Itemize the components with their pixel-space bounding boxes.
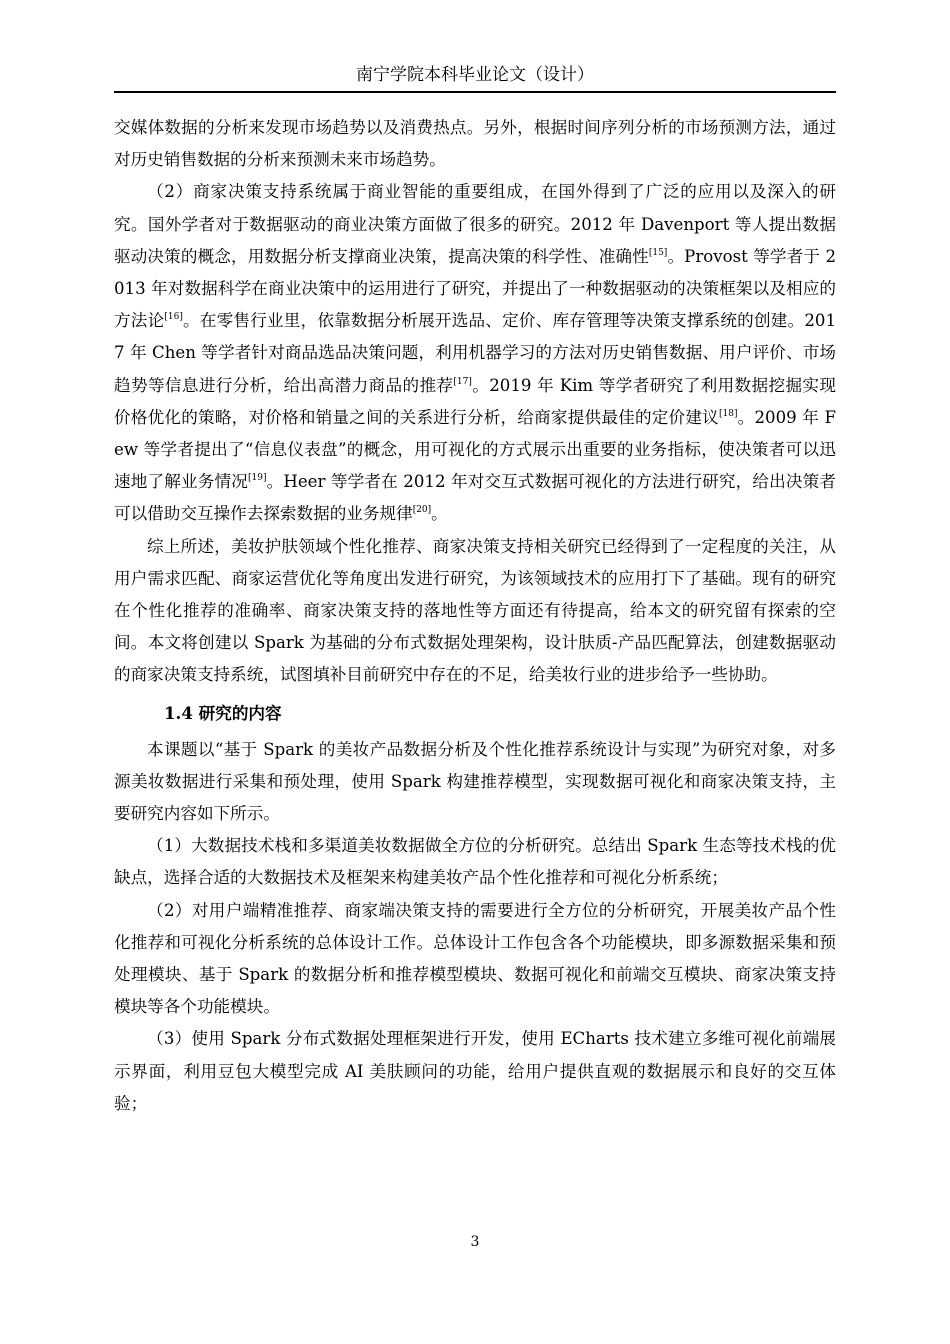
paragraph-4: 本课题以“基于 Spark 的美妆产品数据分析及个性化推荐系统设计与实现”为研究对象，对多源美妆数据进行采集和预处理，使用 Spark 构建推荐模型，实现数据可视化和商家决策支持，主要研究内容如下所示。 — [114, 739, 836, 824]
paragraph-5: （1）大数据技术栈和多渠道美妆数据做全方位的分析研究。总结出 Spark 生态等技术栈的优缺点，选择合适的大数据技术及框架来构建美妆产品个性化推荐和可视化分析系统； — [114, 836, 836, 888]
paragraph-3: 综上所述，美妆护肤领域个性化推荐、商家决策支持相关研究已经得到了一定程度的关注，从用户需求匹配、商家运营优化等角度出发进行研究，为该领域技术的应用打下了基础。现有的研究在个性化推荐的准确率、商家决策支持的落地性等方面还有待提高，给本文的研究留有探索的空间。本文将创建以 Spark 为基础的分布式数据处理架构，设计肤质-产品匹配算法，创建数据驱动的商家决策支持系统，试图填补目前研究中存在的不足，给美妆行业的进步给予一些协助。 — [114, 536, 836, 685]
paragraph-2-text: 。2009 年 Few 等学者提出了“信息仪表盘”的概念，用可视化的方式展示出重要的业务指标，使决策者可以迅速地了解业务情况 — [114, 407, 837, 492]
body-text — [114, 112, 836, 1120]
page-header: 南宁学院本科毕业论文（设计） — [356, 65, 594, 85]
paragraph-1: 交媒体数据的分析来发现市场趋势以及消费热点。另外，根据时间序列分析的市场预测方法，通过对历史销售数据的分析来预测未来市场趋势。 — [114, 118, 836, 170]
citation-17: [17] — [453, 376, 472, 387]
section-heading: 1.4 研究的内容 — [164, 702, 282, 723]
header-rule — [114, 91, 836, 93]
paragraph-6: （2）对用户端精准推荐、商家端决策支持的需要进行全方位的分析研究，开展美妆产品个性化推荐和可视化分析系统的总体设计工作。总体设计工作包含各个功能模块，即多源数据采集和预处理模块、基于 Spark 的数据分析和推荐模型模块、数据可视化和前端交互模块、商家决策支持模块等各个功能模块。 — [114, 900, 836, 1017]
paragraph-2-text: 。2019 年 Kim 等学者研究了利用数据挖掘实现价格优化的策略，对价格和销量之间的关系进行分析，给商家提供最佳的定价建议 — [114, 375, 836, 427]
paragraph-2-text: 。Heer 等学者在 2012 年对交互式数据可视化的方法进行研究，给出决策者可以借助交互操作去探索数据的业务规律 — [114, 472, 836, 524]
citation-19: [19] — [248, 473, 267, 484]
paragraph-2-text: （2）商家决策支持系统属于商业智能的重要组成，在国外得到了广泛的应用以及深入的研究。国外学者对于数据驱动的商业决策方面做了很多的研究。2012 年 Davenport 等人提出数据驱动决策的概念，用数据分析支撑商业决策，提高决策的科学性、准确性 — [114, 182, 836, 266]
citation-18: [18] — [718, 408, 738, 419]
paragraph-2-text: 。Provost 等学者于 2013 年对数据科学在商业决策中的运用进行了研究，并提出了一种数据驱动的决策框架以及相应的方法论 — [114, 246, 836, 331]
paragraph-2-text: 。在零售行业里，依靠数据分析展开选品、定价、库存管理等决策支撑系统的创建。2017 年 Chen 等学者针对商品选品决策问题，利用机器学习的方法对历史销售数据、用户评价、市场趋势等信息进行分析，给出高潜力商品的推荐 — [114, 311, 836, 395]
paragraph-2-text: 。 — [431, 504, 448, 524]
citation-15: [15] — [648, 247, 668, 258]
paragraph-2 — [114, 176, 836, 530]
paragraph-7: （3）使用 Spark 分布式数据处理框架进行开发，使用 ECharts 技术建立多维可视化前端展示界面，利用豆包大模型完成 AI 美肤顾问的功能，给用户提供直观的数据展示和良好的交互体验； — [114, 1029, 836, 1113]
citation-16: [16] — [164, 312, 183, 323]
citation-20: [20] — [412, 505, 432, 516]
page-number: 3 — [470, 1234, 480, 1250]
